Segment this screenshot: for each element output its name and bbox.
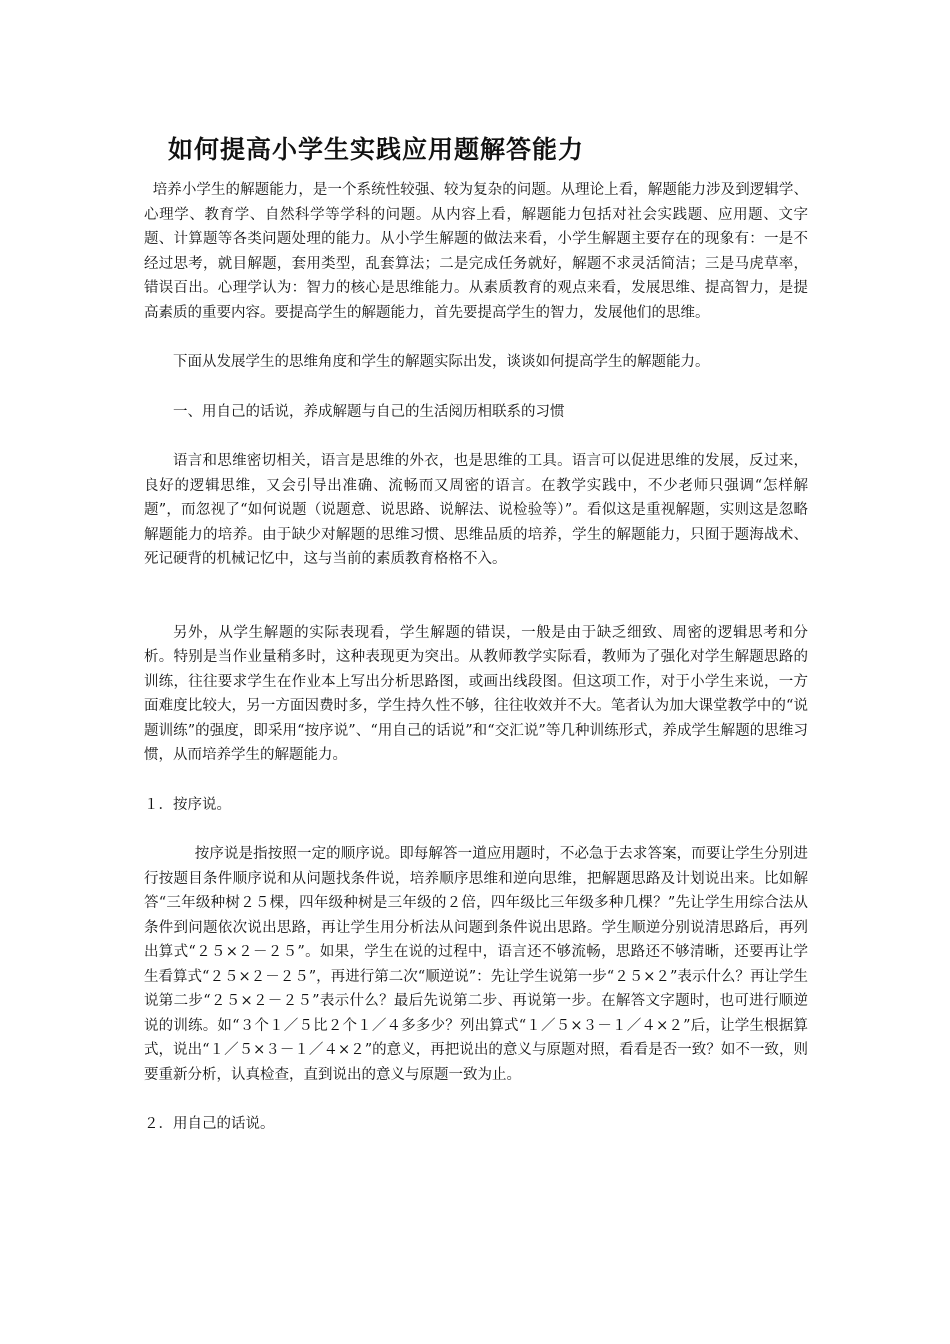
body-paragraph-2: 另外，从学生解题的实际表现看，学生解题的错误，一般是由于缺乏细致、周密的逻辑思考和分析。特别是当作业量稍多时，这种表现更为突出。从教师教学实际看，教师为了强化对学生解题思路的训练，往往要求学生在作业本上写出分析思路图，或画出线段图。但这项工作，对于小学生来说，一方面难度比较大，另一方面因费时多，学生持久性不够，往往收效并不大。笔者认为加大课堂教学中的“说题训练”的强度，即采用“按序说”、“用自己的话说”和“交汇说”等几种训练形式，养成学生解题的思维习惯，从而培养学生的解题能力。 — [144, 624, 808, 763]
list-item-2-heading: ２．用自己的话说。 — [144, 1116, 275, 1132]
body-paragraph-1: 语言和思维密切相关，语言是思维的外衣，也是思维的工具。语言可以促进思维的发展，反过来，良好的逻辑思维，又会引导出准确、流畅而又周密的语言。在教学实践中，不少老师只强调“怎样解题”，而忽视了“如何说题（说题意、说思路、说解法、说检验等）”。看似这是重视解题，实则这是忽略解题能力的培养。由于缺少对解题的思维习惯、思维品质的培养，学生的解题能力，只囿于题海战术、死记硬背的机械记忆中，这与当前的素质教育格格不入。 — [144, 453, 808, 567]
document-title: 如何提高小学生实践应用题解答能力 — [168, 135, 585, 164]
lead-paragraph: 下面从发展学生的思维角度和学生的解题实际出发，谈谈如何提高学生的解题能力。 — [173, 354, 710, 370]
document-page — [144, 128, 808, 1137]
list-item-1-heading: １．按序说。 — [144, 796, 231, 813]
section-heading-1: 一、用自己的话说，养成解题与自己的生活阅历相联系的习惯 — [173, 403, 565, 420]
intro-paragraph: 培养小学生的解题能力，是一个系统性较强、较为复杂的问题。从理论上看，解题能力涉及到逻辑学、心理学、教育学、自然科学等学科的问题。从内容上看，解题能力包括对社会实践题、应用题、文字题、计算题等各类问题处理的能力。从小学生解题的做法来看，小学生解题主要存在的现象有：一是不经过思考，就目解题，套用类型，乱套算法；二是完成任务就好，解题不求灵活简洁；三是马虎草率，错误百出。心理学认为：智力的核心是思维能力。从素质教育的观点来看，发展思维、提高智力，是提高素质的重要内容。要提高学生的解题能力，首先要提高学生的智力，发展他们的思维。 — [144, 182, 808, 321]
body-paragraph-3: 按序说是指按照一定的顺序说。即每解答一道应用题时，不必急于去求答案，而要让学生分别进行按题目条件顺序说和从问题找条件说，培养顺序思维和逆向思维，把解题思路及计划说出来。比如解答“三年级种树２５棵，四年级种树是三年级的２倍，四年级比三年级多种几棵？”先让学生用综合法从条件到问题依次说出思路，再让学生用分析法从问题到条件说出思路。学生顺逆分别说清思路后，再列出算式“２５×２－２５”。如果，学生在说的过程中，语言还不够流畅，思路还不够清晰，还要再让学生看算式“２５×２－２５”，再进行第二次“顺逆说”：先让学生说第一步“２５×２”表示什么？再让学生说第二步“２５×２－２５”表示什么？最后先说第二步、再说第一步。在解答文字题时，也可进行顺逆说的训练。如“３个１／５比２个１／４多多少？列出算式“１／５×３－１／４×２”后，让学生根据算式，说出“１／５×３－１／４×２”的意义，再把说出的意义与原题对照，看看是否一致？如不一致，则要重新分析，认真检查，直到说出的意义与原题一致为止。 — [144, 846, 808, 1083]
